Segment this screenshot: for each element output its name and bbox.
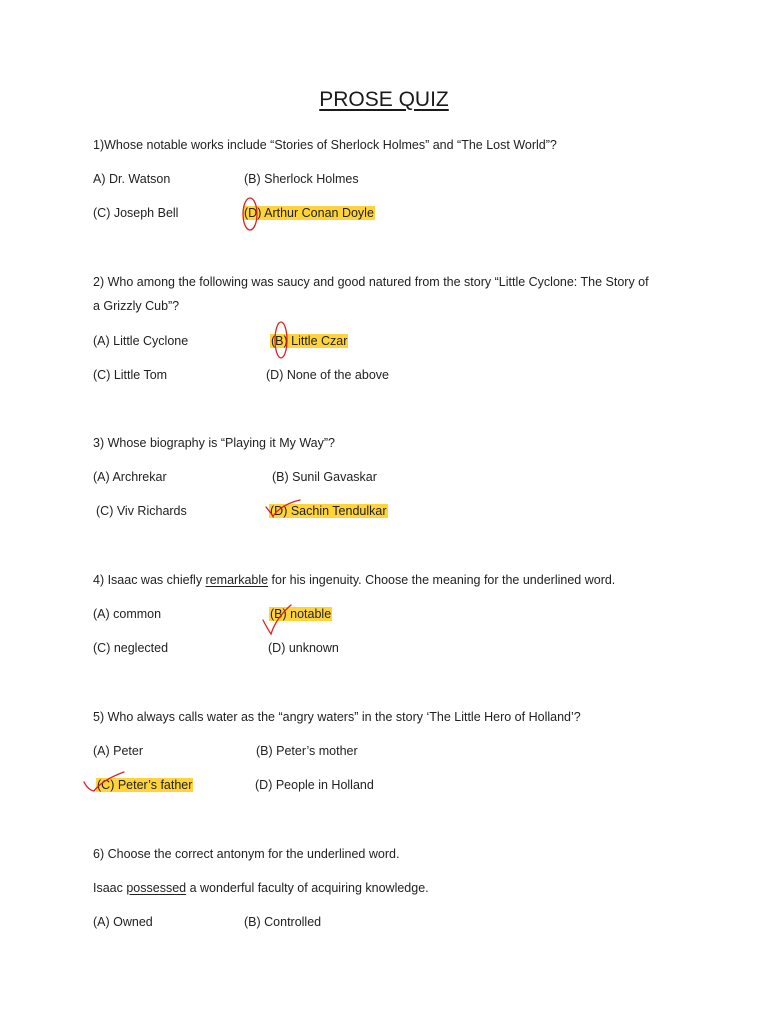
answer-highlight: (B) Little Czar — [271, 334, 348, 348]
question-3-option-c: (C) Viv Richards — [96, 504, 187, 518]
question-5-option-b: (B) Peter’s mother — [256, 744, 358, 758]
question-4-text-after: for his ingenuity. Choose the meaning for the underlined word. — [268, 573, 616, 587]
page-title: PROSE QUIZ — [319, 88, 449, 111]
question-2-text-line-1: 2) Who among the following was saucy and good natured from the story “Little Cyclone: The Story of — [93, 275, 649, 289]
question-5-option-a: (A) Peter — [93, 744, 144, 758]
question-6-sentence-before: Isaac — [93, 881, 127, 895]
question-4-option-a: (A) common — [93, 607, 162, 621]
answer-highlight: (C) Peter’s father — [97, 778, 193, 792]
question-4-option-c: (C) neglected — [93, 641, 169, 655]
question-3-text: 3) Whose biography is “Playing it My Way”? — [93, 436, 335, 450]
question-3-option-a: (A) Archrekar — [93, 470, 167, 484]
question-6-sentence — [93, 880, 429, 896]
question-1-option-b: (B) Sherlock Holmes — [244, 172, 359, 186]
question-5-text: 5) Who always calls water as the “angry waters” in the story ‘The Little Hero of Holland’? — [93, 710, 581, 724]
question-4-text-before: 4) Isaac was chiefly — [93, 573, 206, 587]
question-4-underlined-word: remarkable — [205, 573, 269, 587]
question-2-option-a: (A) Little Cyclone — [93, 334, 189, 348]
question-1-option-d — [243, 205, 375, 221]
question-4-text — [93, 572, 615, 588]
question-3-option-d — [269, 503, 388, 519]
answer-highlight: (B) notable — [270, 607, 332, 621]
question-1-text: 1)Whose notable works include “Stories of Sherlock Holmes” and “The Lost World”? — [93, 138, 557, 152]
question-5-option-d: (D) People in Holland — [255, 778, 374, 792]
question-5-option-c — [96, 777, 193, 793]
question-2-option-c: (C) Little Tom — [93, 368, 168, 382]
question-2-text-line-2: a Grizzly Cub”? — [93, 299, 180, 313]
question-2-option-d: (D) None of the above — [266, 368, 389, 382]
question-3-option-b: (B) Sunil Gavaskar — [272, 470, 377, 484]
question-6-sentence-after: a wonderful faculty of acquiring knowledge. — [186, 881, 429, 895]
question-6-option-a: (A) Owned — [93, 915, 153, 929]
question-1-option-c: (C) Joseph Bell — [93, 206, 179, 220]
question-4-option-b — [269, 606, 332, 622]
question-4-option-d: (D) unknown — [268, 641, 339, 655]
question-6-option-b: (B) Controlled — [244, 915, 322, 929]
answer-highlight: (D) Arthur Conan Doyle — [244, 206, 374, 220]
question-6-text: 6) Choose the correct antonym for the underlined word. — [93, 847, 400, 861]
answer-highlight: (D) Sachin Tendulkar — [270, 504, 387, 518]
question-1-option-a: A) Dr. Watson — [93, 172, 171, 186]
question-2-option-b — [270, 333, 348, 349]
question-6-underlined-word: possessed — [126, 881, 187, 895]
